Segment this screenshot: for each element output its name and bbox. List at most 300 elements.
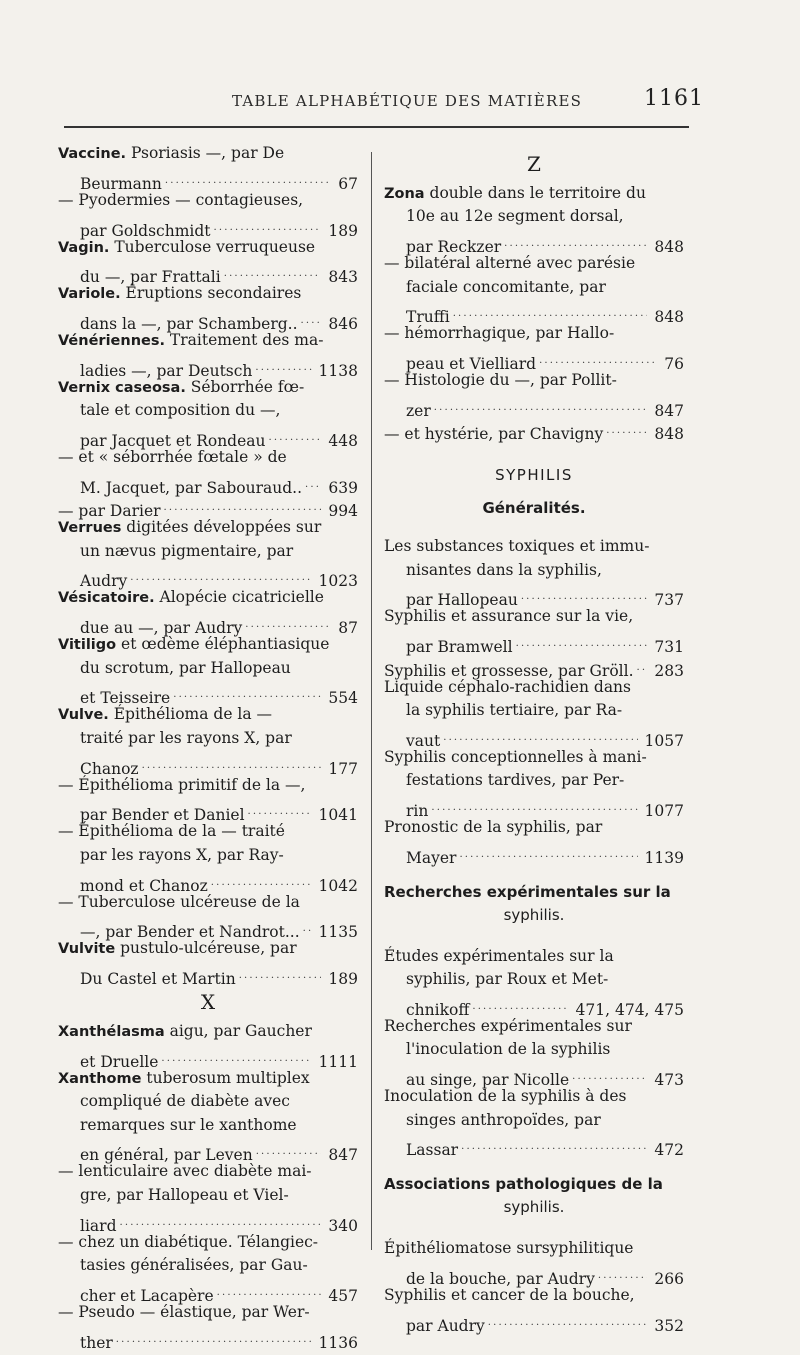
entry-page-ref: 1041 (318, 806, 358, 825)
entry-line (58, 1301, 358, 1324)
entry-line (58, 680, 358, 708)
entry-line (58, 1184, 358, 1207)
entry-line (58, 259, 358, 287)
entry-line-text: ladies —, par Deutsch (80, 361, 253, 380)
entry-text (406, 699, 622, 722)
leader-dots (488, 1307, 648, 1330)
entry-page-ref: 177 (328, 759, 358, 778)
entry-line (58, 376, 358, 399)
entry-text (406, 205, 624, 228)
entry-text (406, 559, 602, 582)
entry-page-ref: 189 (328, 221, 358, 240)
entry-line-text: par Goldschmidt (80, 221, 211, 240)
leader-dots (130, 563, 311, 586)
entry-line (384, 1237, 684, 1260)
entry-text (384, 1284, 635, 1307)
entry-line-text: Inoculation de la syphilis à des (384, 1087, 627, 1106)
entry-line (58, 1067, 358, 1090)
entry-text (80, 1114, 297, 1137)
entry-text (406, 1038, 610, 1061)
entry-line-text: nisantes dans la syphilis, (406, 560, 602, 579)
entry-page-ref: 994 (328, 502, 358, 521)
entry-line-text: festations tardives, par Per- (406, 771, 625, 790)
entry-line (58, 774, 358, 797)
index-entry (58, 282, 358, 334)
leader-dots (269, 423, 322, 446)
entry-text (384, 676, 631, 699)
entry-line (384, 1307, 684, 1335)
entry-text (406, 276, 606, 299)
entry-line (58, 1090, 358, 1113)
leader-dots (164, 493, 322, 516)
entry-page-ref: 189 (328, 970, 358, 989)
entries-z (384, 182, 684, 444)
entry-text (406, 1315, 485, 1338)
entry-line-text: et Teisseire (80, 689, 171, 708)
entry-line (384, 1085, 684, 1108)
entry-page-ref: 340 (328, 1216, 358, 1235)
entry-text (80, 1254, 308, 1277)
entry-line (58, 189, 358, 212)
entry-line (58, 1231, 358, 1254)
entry-line (384, 1284, 684, 1307)
entry-line (384, 582, 684, 610)
entry-page-ref: 554 (328, 689, 358, 708)
page-number: 1161 (644, 86, 704, 111)
entry-text (58, 446, 287, 469)
leader-dots (453, 299, 648, 322)
entry-line-text: — hémorrhagique, par Hallo- (384, 324, 615, 343)
entry-line-text: au singe, par Nicolle (406, 1071, 570, 1090)
subsection-title: Généralités. (482, 499, 586, 518)
entry-line-text: Truffi (406, 308, 450, 327)
entry-line-text: — Pseudo — élastique, par Wer- (58, 1302, 310, 1321)
entry-text (58, 236, 315, 260)
entry-line (58, 165, 358, 193)
entry-line (384, 992, 684, 1019)
entry-line-text: liard (80, 1216, 117, 1235)
leader-dots (606, 416, 647, 439)
entry-page-ref: 1139 (644, 848, 684, 867)
entry-page-ref: 737 (654, 591, 684, 610)
entry-line (58, 891, 358, 914)
leader-dots (472, 992, 568, 1015)
entry-line (58, 282, 358, 305)
leader-dots (572, 1062, 647, 1085)
entry-page-ref: 843 (328, 268, 358, 287)
entry-line (58, 1160, 358, 1183)
entry-line (58, 1114, 358, 1137)
entry-page-ref: 847 (654, 401, 684, 420)
entry-text (58, 189, 303, 212)
group-heading-recherches (384, 881, 684, 927)
entry-line (58, 1277, 358, 1305)
leader-dots (521, 582, 648, 605)
index-entry (384, 369, 684, 420)
group-heading-associations-line1: Associations pathologiques de la (384, 1175, 663, 1194)
entry-line-text: cher et Lacapère (80, 1286, 214, 1305)
index-entry (384, 1284, 684, 1335)
index-entry (58, 1301, 358, 1352)
index-entry (58, 774, 358, 825)
entry-line-text: par Hallopeau (406, 591, 518, 610)
entry-page-ref: 352 (654, 1316, 684, 1335)
entry-text (58, 703, 272, 727)
leader-dots (239, 961, 322, 984)
leader-dots (303, 914, 312, 937)
group-heading-recherches-line1: Recherches expérimentales sur la (384, 882, 671, 901)
index-entry (58, 633, 358, 708)
entry-line (58, 657, 358, 680)
entry-text (384, 252, 635, 275)
entry-text (406, 400, 431, 423)
leader-dots (431, 793, 637, 816)
entry-page-ref: 266 (654, 1270, 684, 1289)
entry-line (384, 1132, 684, 1160)
leader-dots (165, 165, 331, 188)
entry-page-ref: 1136 (318, 1333, 358, 1352)
entry-line-text: Du Castel et Martin (80, 970, 236, 989)
index-entry (384, 322, 684, 374)
entries-recherches (384, 945, 684, 1160)
leader-dots (504, 229, 647, 252)
entry-line-text: de la bouche, par Audry (406, 1270, 595, 1289)
index-entry (58, 1231, 358, 1305)
entry-line (384, 393, 684, 420)
leader-dots (301, 306, 322, 329)
leader-dots (305, 469, 321, 492)
entry-line-text: par Reckzer (406, 238, 502, 257)
entry-line (58, 399, 358, 422)
entry-line-text: — et « séborrhée fœtale » de (58, 448, 287, 467)
entry-line (58, 961, 358, 989)
entry-line (384, 629, 684, 657)
entry-page-ref: 1077 (644, 801, 684, 820)
entry-line-text: par Bender et Daniel (80, 806, 245, 825)
entry-line-text: aigu, par Gaucher (164, 1022, 312, 1041)
entry-line-text: Syphilis et assurance sur la vie, (384, 607, 634, 626)
entry-line (384, 1038, 684, 1061)
entry-text (80, 657, 291, 680)
leader-dots (217, 1277, 322, 1300)
entry-line (58, 820, 358, 843)
entry-line-text: Syphilis et grossesse, par Gröll. (384, 661, 634, 680)
entry-line (58, 142, 358, 165)
entries-generalites (384, 535, 684, 867)
leader-dots (120, 1207, 322, 1230)
entry-line-text: traité par les rayons X, par (80, 728, 292, 747)
leader-dots (637, 652, 648, 675)
entry-line (58, 750, 358, 778)
entry-page-ref: 67 (338, 174, 358, 193)
entry-line (384, 535, 684, 558)
entry-text (384, 605, 633, 628)
entry-line (384, 605, 684, 628)
leader-dots (516, 629, 648, 652)
entry-line-text: Beurmann (80, 174, 162, 193)
entries-v (58, 142, 358, 989)
group-heading-associations-line2: syphilis. (503, 1198, 565, 1217)
index-entry (384, 182, 684, 257)
entry-line-text: pustulo-ulcéreuse, par (115, 939, 297, 958)
entry-line-text: Épithélioma de la — (108, 705, 273, 724)
entry-text (406, 769, 624, 792)
entry-line-text: chnikoff (406, 1000, 470, 1019)
leader-dots (255, 353, 311, 376)
entry-line-text: Syphilis et cancer de la bouche, (384, 1286, 635, 1305)
entry-line (384, 816, 684, 839)
entry-line-text: Tuberculose verruqueuse (109, 237, 316, 256)
entry-headword: Vulve. (58, 707, 109, 724)
entry-line-text: — bilatéral alterné avec parésie (384, 254, 636, 273)
entry-line-text: l'inoculation de la syphilis (406, 1040, 611, 1059)
entry-line-text: digitées développées sur (121, 518, 322, 537)
entry-line-text: par Audry (406, 1316, 485, 1335)
leader-dots (173, 680, 321, 703)
entry-line-text: Séborrhée fœ- (185, 377, 305, 396)
entry-line (58, 516, 358, 539)
entry-headword: Verrues (58, 520, 122, 537)
section-title: SYPHILIS (495, 466, 573, 485)
leader-dots (116, 1324, 312, 1347)
entry-headword: Variole. (58, 286, 121, 303)
index-entry (58, 516, 358, 591)
entry-text (80, 1332, 113, 1355)
entry-line (384, 229, 684, 257)
leader-dots (461, 1132, 647, 1155)
index-entry (58, 586, 358, 638)
entry-line-text: double dans le territoire du (424, 184, 646, 202)
entry-text (58, 329, 323, 353)
entry-line (384, 252, 684, 275)
entry-line (384, 182, 684, 205)
entry-line (384, 722, 684, 750)
entry-line (58, 329, 358, 352)
entry-headword: Vésicatoire. (58, 590, 155, 607)
entry-line-text: — Histologie du —, par Pollit- (384, 371, 617, 390)
running-header-title: TABLE ALPHABÉTIQUE DES MATIÈRES (232, 92, 583, 110)
entry-line-text: M. Jacquet, par Sabouraud.. (80, 478, 303, 497)
entry-line-text: syphilis, par Roux et Met- (406, 970, 609, 989)
index-entry (384, 1237, 684, 1289)
index-entry (58, 820, 358, 895)
entry-line-text: — Épithélioma primitif de la —, (58, 775, 306, 794)
entry-page-ref: 471, 474, 475 (575, 1000, 684, 1019)
index-entry (384, 605, 684, 657)
entry-page-ref: 87 (338, 619, 358, 638)
index-entry (58, 236, 358, 287)
entry-line-text: rin (406, 801, 429, 820)
entry-text (58, 516, 321, 540)
entry-line-text: — Tuberculose ulcéreuse de la (58, 892, 300, 911)
header-rule (64, 126, 689, 128)
entry-line-text: — par Darier (58, 502, 161, 521)
entry-line-text: Épithéliomatose sursyphilitique (384, 1239, 634, 1258)
entry-line-text: gre, par Hallopeau et Viel- (80, 1185, 289, 1204)
entry-line-text: peau et Vielliard (406, 355, 537, 374)
entry-text (384, 1015, 632, 1038)
entry-headword: Vénériennes. (58, 333, 165, 350)
entry-line-text: remarques sur le xanthome (80, 1115, 297, 1134)
entry-page-ref: 1057 (644, 731, 684, 750)
index-entry (384, 252, 684, 327)
entry-text (58, 1160, 312, 1183)
entry-line (58, 703, 358, 726)
entry-line-text: Recherches expérimentales sur (384, 1016, 632, 1035)
entry-text (406, 1109, 601, 1132)
entry-line-text: — et hystérie, par Chavigny (384, 425, 604, 444)
entry-line (58, 1324, 358, 1352)
entry-line (384, 945, 684, 968)
index-entry (58, 1020, 358, 1071)
entry-page-ref: 448 (328, 432, 358, 451)
entry-line (58, 212, 358, 240)
entry-line (384, 968, 684, 991)
column-divider (371, 152, 372, 1250)
entry-text (80, 844, 284, 867)
entry-line (58, 727, 358, 750)
entry-text (58, 774, 306, 797)
entry-text (80, 399, 280, 422)
entry-line (384, 346, 684, 374)
entry-text (58, 1301, 310, 1324)
entry-page-ref: 1111 (318, 1052, 358, 1071)
entry-page-ref: 472 (654, 1141, 684, 1160)
entry-line-text: tasies généralisées, par Gau- (80, 1255, 308, 1274)
entry-line-text: Mayer (406, 848, 457, 867)
entry-line (384, 769, 684, 792)
entry-line-text: en général, par Leven (80, 1146, 253, 1165)
entry-text (58, 1067, 310, 1091)
entry-line-text: faciale concomitante, par (406, 277, 606, 296)
entry-line (58, 563, 358, 591)
entry-text (384, 746, 647, 769)
entry-text (384, 945, 614, 968)
index-entry (58, 891, 358, 942)
entry-line (384, 1062, 684, 1090)
entry-line-text: Liquide céphalo-rachidien dans (384, 677, 631, 696)
entry-line (58, 446, 358, 469)
right-column (384, 142, 684, 1335)
entry-line-text: mond et Chanoz (80, 876, 208, 895)
entry-text (58, 142, 284, 166)
entry-line (58, 937, 358, 960)
group-heading-recherches-line2: syphilis. (503, 905, 565, 924)
index-entry (58, 1067, 358, 1165)
entry-line-text: ther (80, 1333, 113, 1352)
entry-line (58, 844, 358, 867)
index-entry (384, 945, 684, 1019)
entries-associations (384, 1237, 684, 1335)
entry-line (384, 322, 684, 345)
entry-line-text: zer (406, 401, 431, 420)
entry-line-text: Alopécie cicatricielle (154, 588, 324, 607)
entry-text (384, 1085, 626, 1108)
entry-line (384, 369, 684, 392)
entry-text (58, 586, 324, 610)
entry-page-ref: 1138 (318, 361, 358, 380)
leader-dots (256, 1137, 322, 1160)
entry-line-text: la syphilis tertiaire, par Ra- (406, 701, 623, 720)
leader-dots (142, 750, 322, 773)
group-heading-associations (384, 1173, 684, 1219)
entry-headword: Zona (384, 186, 425, 202)
entry-page-ref: 1023 (318, 572, 358, 591)
index-entry (384, 1015, 684, 1090)
entry-line (58, 867, 358, 895)
leader-dots (245, 610, 331, 633)
entry-page-ref: 848 (654, 308, 684, 327)
entry-line-text: singes anthropoïdes, par (406, 1110, 601, 1129)
entry-line (58, 1254, 358, 1277)
entry-line (384, 1261, 684, 1289)
entry-text (406, 636, 513, 659)
entry-line (384, 559, 684, 582)
entry-text (384, 322, 614, 345)
entry-line-text: — lenticulaire avec diabète mai- (58, 1162, 312, 1181)
entry-line-text: Syphilis conceptionnelles à mani- (384, 747, 647, 766)
entry-text (384, 423, 603, 446)
entry-page-ref: 473 (654, 1071, 684, 1090)
entry-line (384, 793, 684, 820)
index-entry (384, 535, 684, 610)
index-entry (384, 816, 684, 867)
entry-text (384, 535, 649, 558)
entry-text (406, 1139, 458, 1162)
entry-line-text: tale et composition du —, (80, 401, 281, 420)
entry-page-ref: 1135 (318, 923, 358, 942)
index-entry (58, 376, 358, 451)
entry-line-text: du —, par Frattali (80, 268, 221, 287)
entry-text (58, 937, 297, 961)
index-entry (58, 446, 358, 497)
index-entry (58, 703, 358, 778)
left-column (58, 142, 358, 1352)
entry-text (58, 633, 329, 657)
entry-text (58, 1231, 318, 1254)
entry-line-text: tuberosum multiplex (141, 1068, 310, 1087)
entry-line-text: et œdème éléphantiasique (116, 635, 330, 654)
entry-line (58, 306, 358, 334)
leader-dots (214, 212, 322, 235)
entry-line-text: — Épithélioma de la — traité (58, 822, 285, 841)
entry-headword: Vitiligo (58, 637, 117, 654)
entry-line-text: dans la —, par Schamberg.. (80, 315, 298, 334)
entry-headword: Vernix caseosa. (58, 379, 186, 396)
letter-heading-z: Z (527, 152, 541, 176)
entry-text (80, 727, 292, 750)
entry-line (58, 1020, 358, 1043)
entry-line (384, 299, 684, 327)
entry-line (58, 423, 358, 451)
entries-x (58, 1020, 358, 1352)
index-entry (58, 937, 358, 989)
entry-line (58, 540, 358, 563)
entry-line-text: Les substances toxiques et immu- (384, 537, 650, 556)
index-entry (58, 1160, 358, 1235)
entry-line (58, 610, 358, 638)
entry-line-text: par Jacquet et Rondeau (80, 432, 266, 451)
entry-line (58, 353, 358, 380)
entry-text (406, 847, 456, 870)
letter-heading-x: X (200, 990, 216, 1015)
entry-line-text: — Pyodermies — contagieuses, (58, 190, 304, 209)
entry-line-text: du scrotum, par Hallopeau (80, 658, 291, 677)
entry-line (58, 1137, 358, 1165)
leader-dots (434, 393, 648, 416)
index-entry (58, 189, 358, 240)
entry-headword: Vaccine. (58, 146, 127, 162)
